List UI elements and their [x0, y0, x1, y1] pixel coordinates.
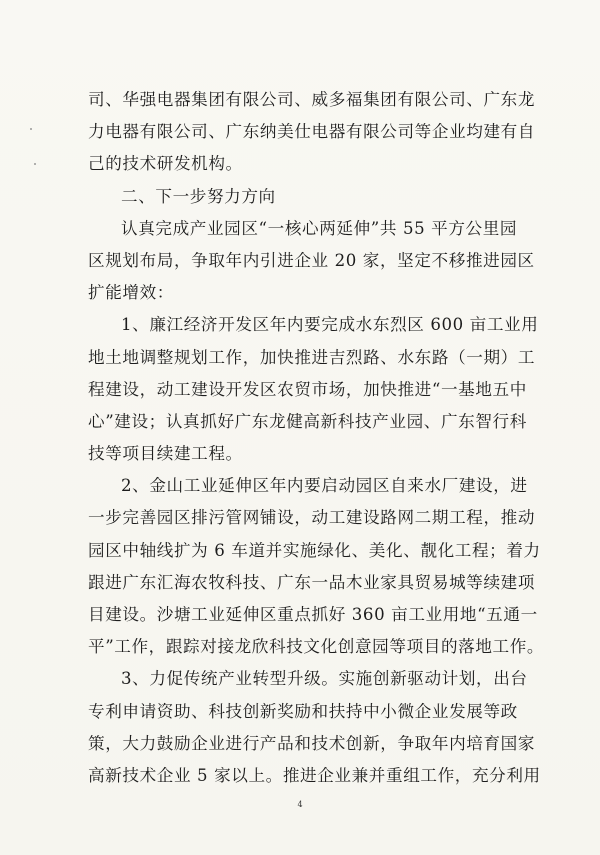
page-number: 4: [297, 800, 303, 809]
paragraph-first-line: 3、力促传统产业转型升级。实施创新驱动计划，出台: [121, 669, 528, 689]
text-line: 一步完善园区排污管网铺设，动工建设路网二期工程，推动: [88, 508, 536, 528]
text-line: 区规划布局，争取年内引进企业 20 家，坚定不移推进园区: [88, 250, 535, 270]
text-line: 专利申请资助、科技创新奖励和扶持中小微企业发展等政: [88, 701, 518, 721]
paragraph-first-line: 认真完成产业园区“一核心两延伸”共 55 平方公里园: [121, 218, 518, 238]
paragraph-first-line: 1、廉江经济开发区年内要完成水东烈区 600 亩工业用: [121, 315, 539, 335]
text-line: 力电器有限公司、广东纳美仕电器有限公司等企业均建有自: [88, 122, 536, 142]
text-line: 高新技术企业 5 家以上。推进企业兼并重组工作，充分利用: [88, 765, 541, 785]
text-line: 跟进广东汇海农牧科技、广东一品木业家具贸易城等续建项: [88, 572, 536, 592]
text-line: 技等项目续建工程。: [88, 444, 243, 464]
text-line: 程建设，动工建设开发区农贸市场，加快推进“一基地五中: [88, 379, 527, 399]
text-line: 地土地调整规划工作，加快推进吉烈路、水东路（一期）工: [88, 347, 536, 367]
document-body: [88, 84, 545, 792]
text-line: 目建设。沙塘工业延伸区重点抓好 360 亩工业用地“五通一: [88, 605, 538, 624]
text-line: 己的技术研发机构。: [88, 154, 243, 174]
text-line: 司、华强电器集团有限公司、威多福集团有限公司、广东龙: [88, 90, 536, 109]
paragraph-first-line: 2、金山工业延伸区年内要启动园区自来水厂建设，进: [121, 476, 528, 496]
text-line: 园区中轴线扩为 6 车道并实施绿化、美化、靓化工程；着力: [88, 540, 541, 560]
scan-mark: [34, 163, 36, 165]
text-line: 心”建设；认真抓好广东龙健高新科技产业园、广东智行科: [88, 411, 527, 431]
scan-mark: [30, 128, 32, 130]
section-heading: 二、下一步努力方向: [121, 186, 276, 206]
text-line: 扩能增效：: [88, 283, 174, 303]
text-line: 策，大力鼓励企业进行产品和技术创新，争取年内培育国家: [88, 733, 536, 753]
text-line: 平”工作，跟踪对接龙欣科技文化创意园等项目的落地工作。: [88, 637, 545, 657]
